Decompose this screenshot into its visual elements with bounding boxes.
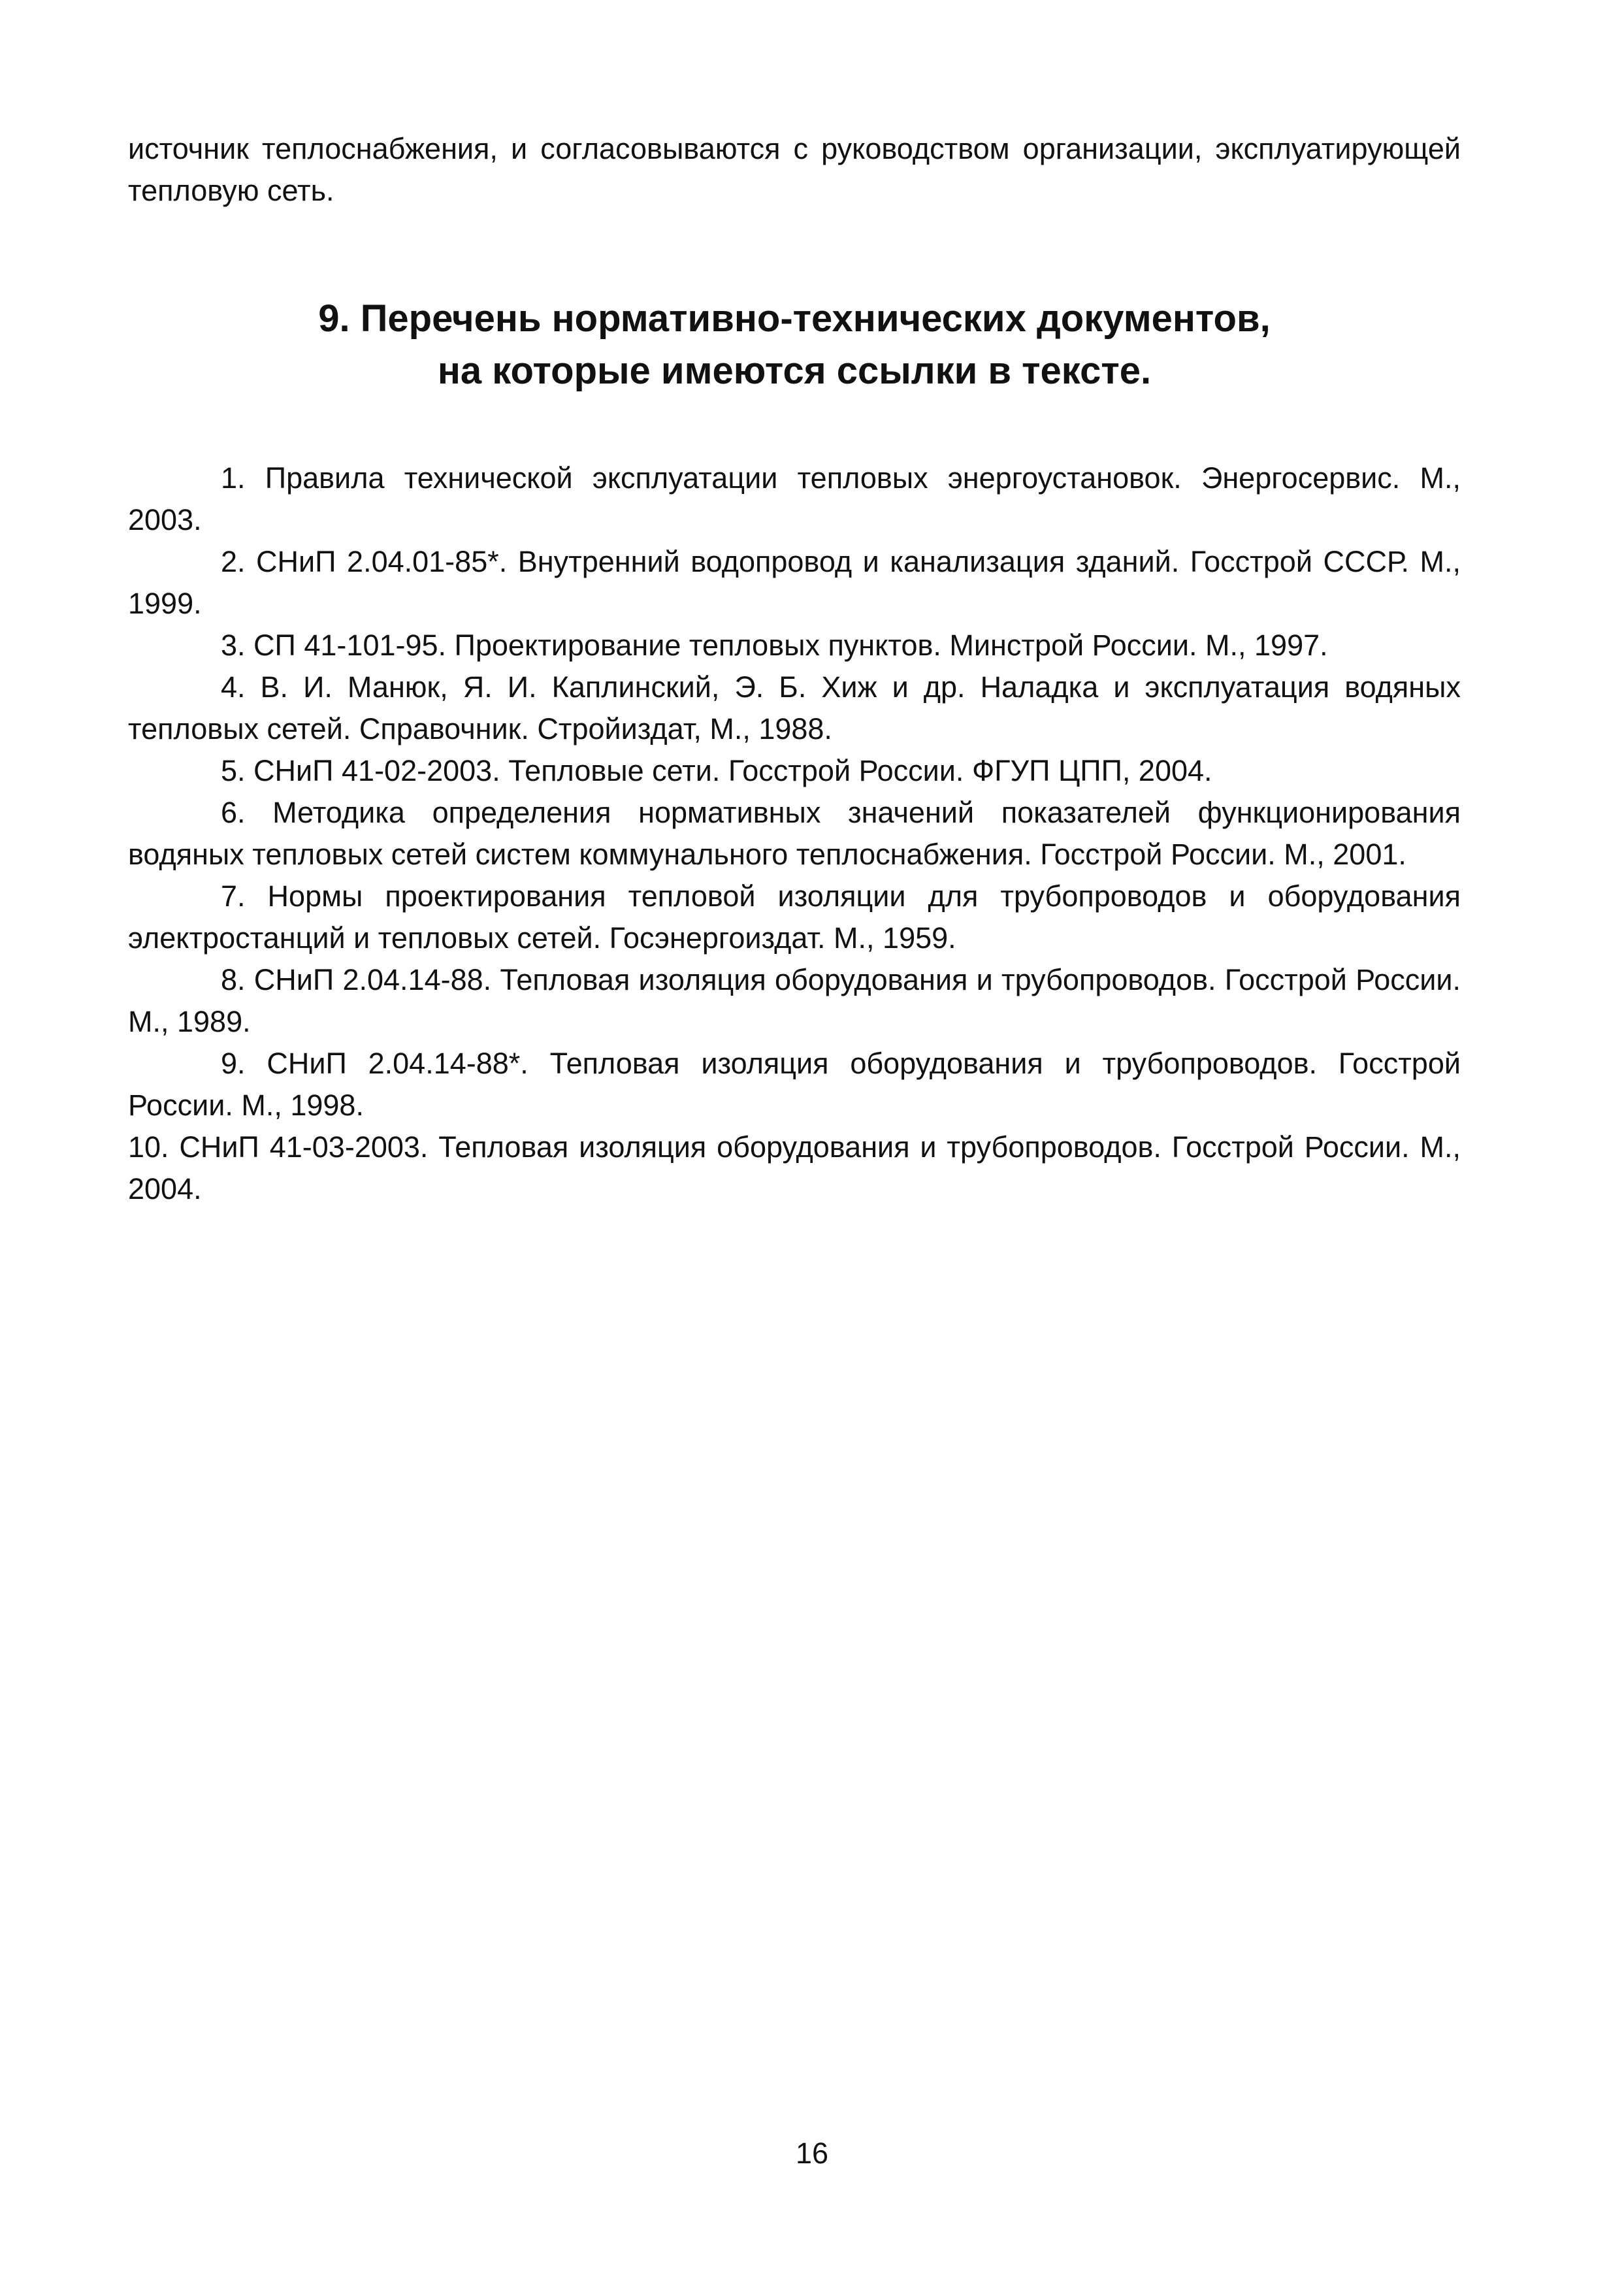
reference-item-5: 5. СНиП 41-02-2003. Тепловые сети. Госстрой России. ФГУП ЦПП, 2004.	[221, 754, 1212, 787]
section-heading-line-1: 9. Перечень нормативно-технических документов,	[318, 297, 1271, 340]
page-number: 16	[795, 2136, 829, 2170]
reference-item-1: 1. Правила технической эксплуатации тепловых энергоустановок. Энергосервис. М., 2003.	[128, 461, 1461, 536]
document-page	[128, 128, 1461, 1210]
reference-item-7: 7. Нормы проектирования тепловой изоляции для трубопроводов и оборудования электростанций и тепловых сетей. Госэнергоиздат. М., 1959.	[128, 879, 1461, 955]
references-list	[128, 457, 1461, 1210]
section-heading	[128, 293, 1461, 397]
intro-paragraph: источник теплоснабжения, и согласовываются с руководством организации, эксплуатирующей тепловую сеть.	[128, 132, 1461, 207]
reference-item-2: 2. СНиП 2.04.01-85*. Внутренний водопровод и канализация зданий. Госстрой СССР. М., 1999.	[128, 545, 1461, 620]
reference-item-4: 4. В. И. Манюк, Я. И. Каплинский, Э. Б. Хиж и др. Наладка и эксплуатация водяных тепловых сетей. Справочник. Стройиздат, М., 1988.	[128, 670, 1461, 745]
reference-item-8: 8. СНиП 2.04.14-88. Тепловая изоляция оборудования и трубопроводов. Госстрой России. М., 1989.	[128, 963, 1461, 1038]
reference-item-3: 3. СП 41-101-95. Проектирование тепловых пунктов. Минстрой России. М., 1997.	[221, 629, 1328, 662]
reference-item-9: 9. СНиП 2.04.14-88*. Тепловая изоляция оборудования и трубопроводов. Госстрой России. М., 1998.	[128, 1047, 1461, 1122]
section-heading-line-2: на которые имеются ссылки в тексте.	[437, 350, 1152, 392]
reference-item-10: 10. СНиП 41-03-2003. Тепловая изоляция оборудования и трубопроводов. Госстрой России. М., 2004.	[128, 1130, 1461, 1205]
reference-item-6: 6. Методика определения нормативных значений показателей функционирования водяных тепловых сетей систем коммунального теплоснабжения. Госстрой России. М., 2001.	[128, 796, 1461, 871]
